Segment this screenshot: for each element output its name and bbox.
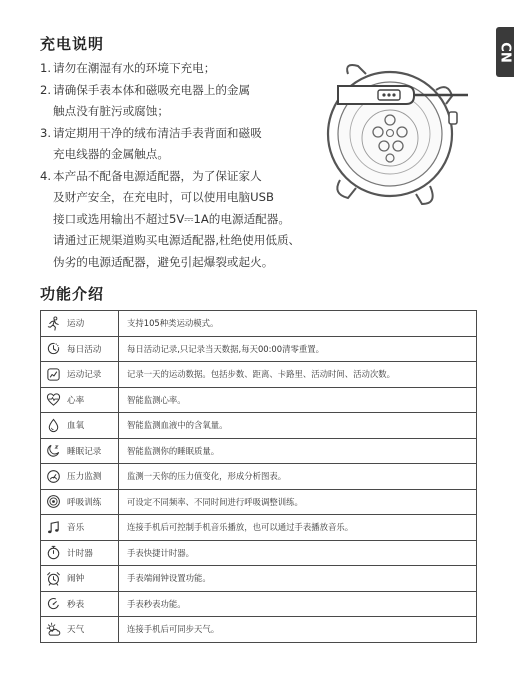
feature-desc: 智能监测心率。 bbox=[119, 387, 477, 413]
features-section-title: 功能介绍 bbox=[40, 285, 105, 303]
feature-name: 压力监测 bbox=[67, 472, 102, 483]
table-row bbox=[41, 362, 477, 388]
table-row bbox=[41, 438, 477, 464]
feature-desc: 手表快捷计时器。 bbox=[119, 540, 477, 566]
heart-rate-icon bbox=[46, 392, 61, 407]
music-icon bbox=[46, 520, 61, 535]
sleep-icon bbox=[46, 443, 61, 458]
feature-name: 闹钟 bbox=[67, 574, 85, 585]
table-row bbox=[41, 311, 477, 337]
feature-name: 运动 bbox=[67, 319, 85, 330]
table-row bbox=[41, 566, 477, 592]
watch-charging-illustration bbox=[318, 52, 468, 212]
table-row bbox=[41, 387, 477, 413]
feature-name: 每日活动 bbox=[67, 344, 102, 355]
feature-desc: 记录一天的运动数据。包括步数、距离、卡路里、活动时间、活动次数。 bbox=[119, 362, 477, 388]
table-row bbox=[41, 515, 477, 541]
blood-oxygen-icon bbox=[46, 418, 61, 433]
stopwatch-icon bbox=[46, 596, 61, 611]
timer-icon bbox=[46, 545, 61, 560]
table-row bbox=[41, 591, 477, 617]
feature-name: 运动记录 bbox=[67, 370, 102, 381]
feature-desc: 可设定不同频率、不同时间进行呼吸调整训练。 bbox=[119, 489, 477, 515]
feature-desc: 智能监测血液中的含氧量。 bbox=[119, 413, 477, 439]
feature-desc: 手表端闹钟设置功能。 bbox=[119, 566, 477, 592]
feature-desc: 监测一天你的压力值变化，形成分析图表。 bbox=[119, 464, 477, 490]
feature-name: 血氧 bbox=[67, 421, 85, 432]
running-icon bbox=[46, 316, 61, 331]
features-table bbox=[40, 310, 477, 643]
charging-item: 1. 请勿在潮湿有水的环境下充电； bbox=[40, 61, 216, 75]
table-row bbox=[41, 464, 477, 490]
charging-item: 4. 本产品不配备电源适配器，为了保证家人 及财产安全，在充电时，可以使用电脑USB 接口或选用输出不超过5V⎓1A的电源适配器。 请通过正规渠道购买电源适配器,杜绝使用低质、 伪劣的电源适配器，避免引起爆裂或起火。 bbox=[40, 168, 301, 269]
weather-icon bbox=[46, 622, 61, 637]
feature-name: 睡眠记录 bbox=[67, 446, 102, 457]
feature-name: 音乐 bbox=[67, 523, 85, 534]
feature-name: 秒表 bbox=[67, 599, 85, 610]
table-row bbox=[41, 336, 477, 362]
charging-instructions bbox=[40, 58, 340, 273]
feature-name: 呼吸训练 bbox=[67, 497, 102, 508]
table-row bbox=[41, 617, 477, 643]
stress-icon bbox=[46, 469, 61, 484]
feature-desc: 每日活动记录,只记录当天数据,每天00:00清零重置。 bbox=[119, 336, 477, 362]
charging-item: 3. 请定期用干净的绒布清洁手表背面和磁吸 充电线器的金属触点。 bbox=[40, 125, 262, 161]
feature-name: 计时器 bbox=[67, 548, 93, 559]
breathing-icon bbox=[46, 494, 61, 509]
language-tab: CN bbox=[496, 27, 514, 77]
charging-item: 2. 请确保手表本体和磁吸充电器上的金属 触点没有脏污或腐蚀； bbox=[40, 82, 251, 118]
feature-name: 天气 bbox=[67, 625, 85, 636]
feature-desc: 连接手机后可同步天气。 bbox=[119, 617, 477, 643]
charging-section-title: 充电说明 bbox=[40, 35, 105, 53]
feature-desc: 智能监测你的睡眠质量。 bbox=[119, 438, 477, 464]
table-row bbox=[41, 489, 477, 515]
daily-activity-icon bbox=[46, 341, 61, 356]
table-row bbox=[41, 413, 477, 439]
feature-desc: 支持105种类运动模式。 bbox=[119, 311, 477, 337]
table-row bbox=[41, 540, 477, 566]
activity-record-icon bbox=[46, 367, 61, 382]
feature-desc: 手表秒表功能。 bbox=[119, 591, 477, 617]
alarm-icon bbox=[46, 571, 61, 586]
feature-name: 心率 bbox=[67, 395, 85, 406]
feature-desc: 连接手机后可控制手机音乐播放，也可以通过手表播放音乐。 bbox=[119, 515, 477, 541]
